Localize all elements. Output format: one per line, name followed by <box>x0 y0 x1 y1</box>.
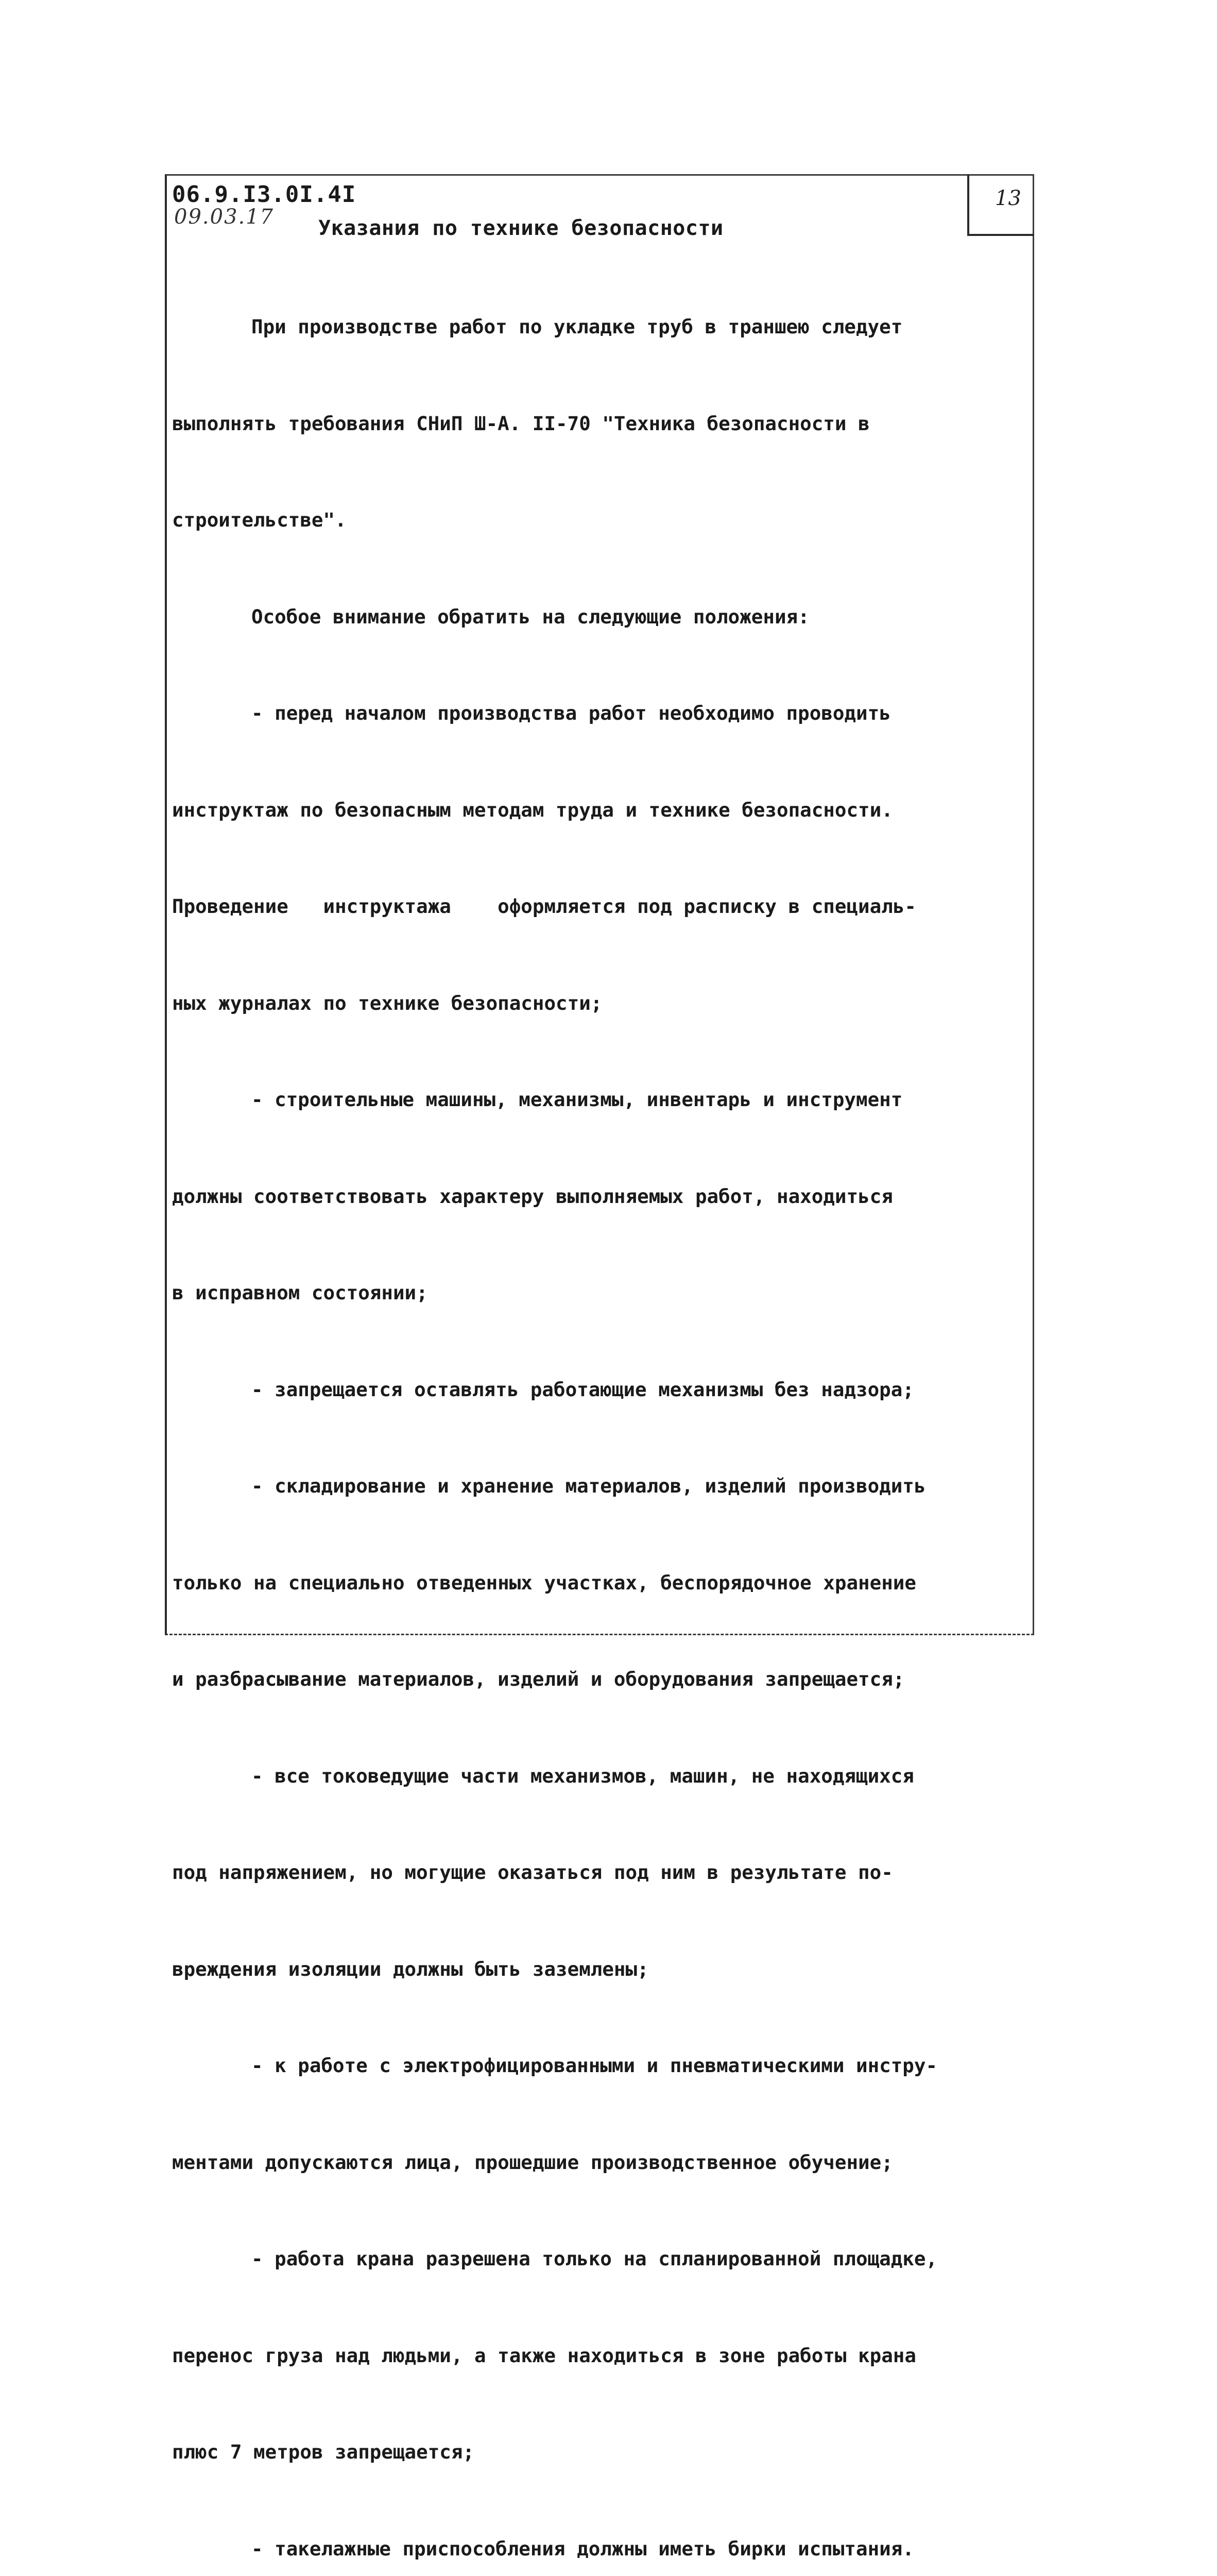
text-line: должны соответствовать характеру выполняемых работ, находиться <box>172 1184 893 1208</box>
text-line: При производстве работ по укладке труб в траншею следует <box>251 315 903 338</box>
text-line: ментами допускаются лица, прошедшие производственное обучение; <box>172 2150 893 2174</box>
page-number: 13 <box>995 187 1021 210</box>
text-line: - все токоведущие части механизмов, машин, не находящихся <box>251 1764 914 1787</box>
body-text <box>172 246 1033 2576</box>
text-line: инструктаж по безопасным методам труда и технике безопасности. <box>172 798 893 821</box>
document-code: 06.9.I3.0I.4I <box>172 181 356 208</box>
text-line: Особое внимание обратить на следующие положения: <box>251 605 810 628</box>
text-line: строительстве". <box>172 509 347 531</box>
text-line: - строительные машины, механизмы, инвентарь и инструмент <box>251 1088 903 1111</box>
text-line: Проведение инструктажа оформляется под расписку в специаль- <box>172 895 916 918</box>
text-line: вреждения изоляции должны быть заземлены; <box>172 1957 649 1980</box>
text-line: - работа крана разрешена только на спланированной площадке, <box>251 2247 938 2270</box>
text-line: - такелажные приспособления должны иметь бирки испытания. <box>251 2537 914 2560</box>
text-line: перенос груза над людьми, а также находиться в зоне работы крана <box>172 2344 916 2367</box>
text-line: в исправном состоянии; <box>172 1281 428 1304</box>
handwritten-date: 09.03.17 <box>174 205 275 229</box>
section-heading: Указания по технике безопасности <box>318 216 724 240</box>
text-line: - складирование и хранение материалов, изделий производить <box>251 1475 926 1497</box>
text-line: - запрещается оставлять работающие механизмы без надзора; <box>251 1378 914 1401</box>
text-line: ных журналах по технике безопасности; <box>172 991 603 1014</box>
text-line: под напряжением, но могущие оказаться под ним в результате по- <box>172 1861 893 1884</box>
text-line: и разбрасывание материалов, изделий и оборудования запрещается; <box>172 1668 905 1690</box>
text-line: плюс 7 метров запрещается; <box>172 2441 474 2463</box>
text-line: - к работе с электрофицированными и пневматическими инстру- <box>251 2054 938 2077</box>
text-line: только на специально отведенных участках, беспорядочное хранение <box>172 1571 916 1594</box>
text-line: - перед началом производства работ необходимо проводить <box>251 702 891 724</box>
text-line: выполнять требования СНиП Ш-А. II-70 "Техника безопасности в <box>172 412 870 435</box>
